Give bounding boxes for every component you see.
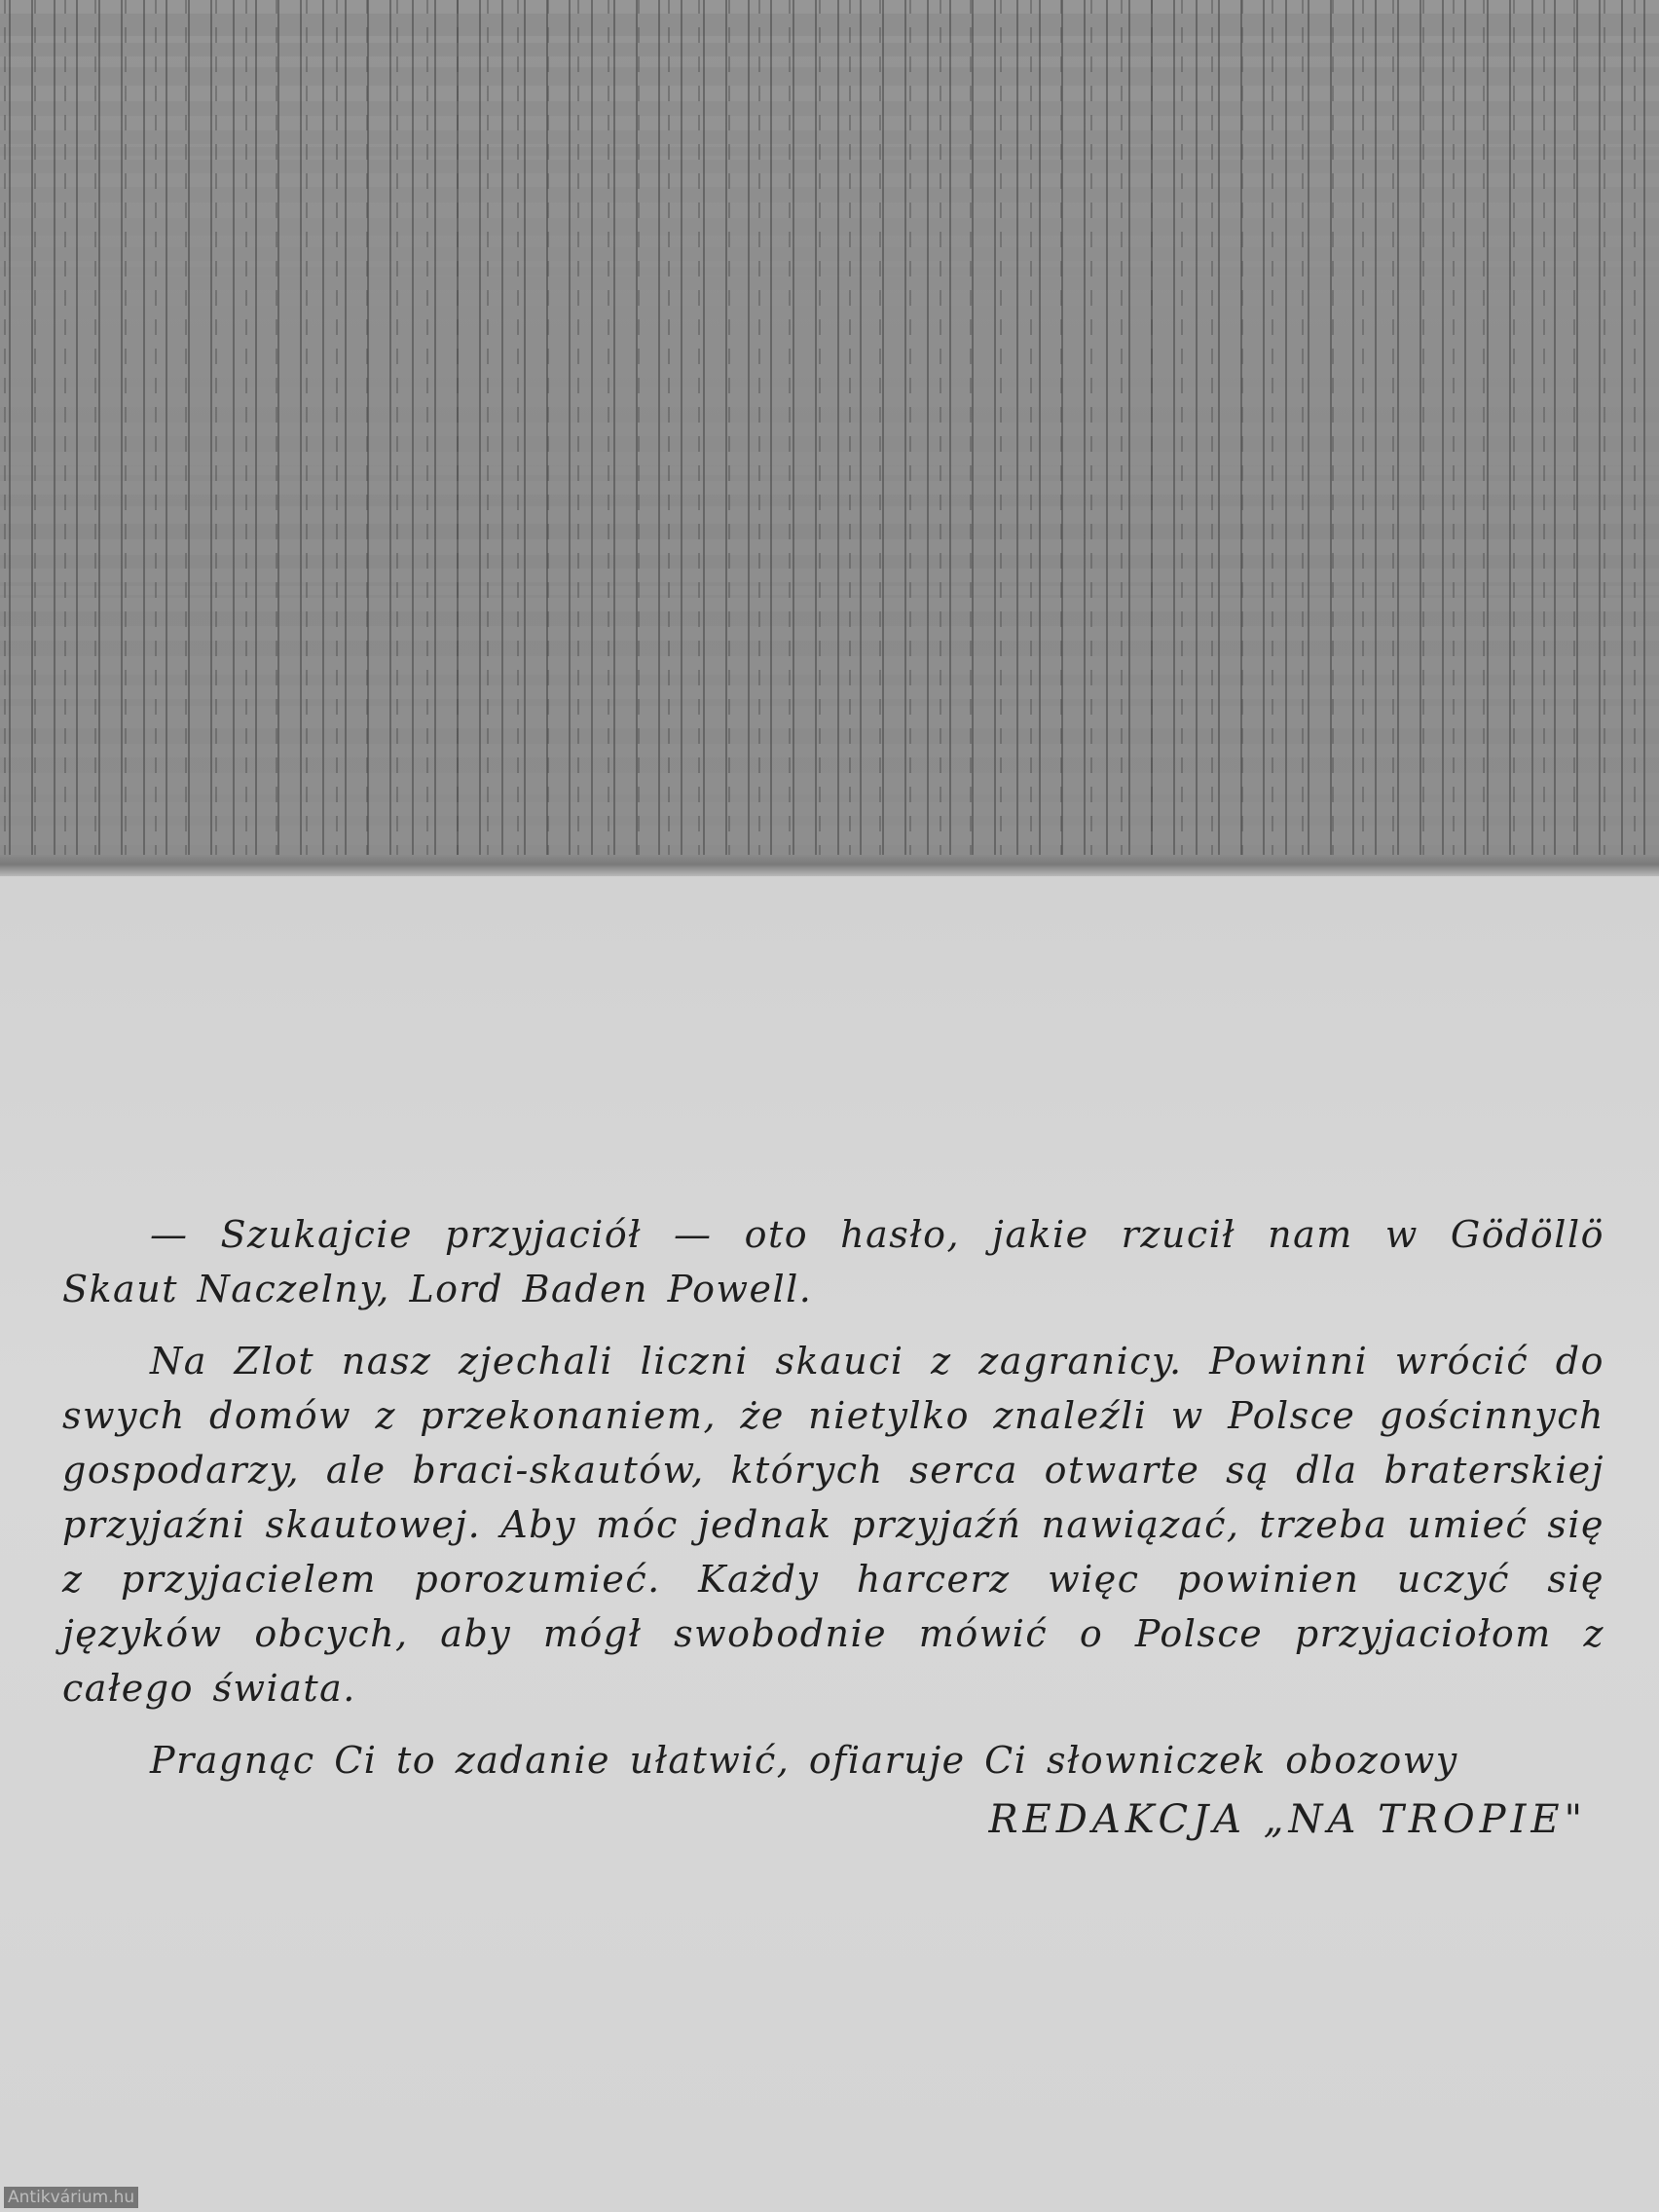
endpaper-edge [0,855,1659,876]
paragraph-motto: — Szukajcie przyjaciół — oto hasło, jakie rzucił nam w Gödöllö Skaut Naczelny, Lord Baden Powell. [62,1213,1604,1310]
signature-editorial: REDAKCJA „NA TROPIE" [988,1797,1587,1842]
paragraph-dedication: Pragnąc Ci to zadanie ułatwić, ofiaruje Ci słowniczek obozowy [150,1739,1458,1782]
body-text [62,1207,1604,1805]
endpaper-pattern [0,0,1659,874]
paragraph-main: Na Zlot nasz zjechali liczni skauci z zagranicy. Powinni wrócić do swych domów z przekonaniem, że nietylko znaleźli w Polsce gościnnych gospodarzy, ale braci-skautów, których serca otwarte są dla braterskiej przyjaźni skautowej. Aby móc jednak przyjaźń nawiązać, trzeba umieć się z przyjacielem porozumieć. Każdy harcerz więc powinien uczyć się języków obcych, aby mógł swobodnie mówić o Polsce przyjaciołom z całego świata. [62,1340,1604,1710]
watermark-label: Antikvárium.hu [4,2187,138,2208]
